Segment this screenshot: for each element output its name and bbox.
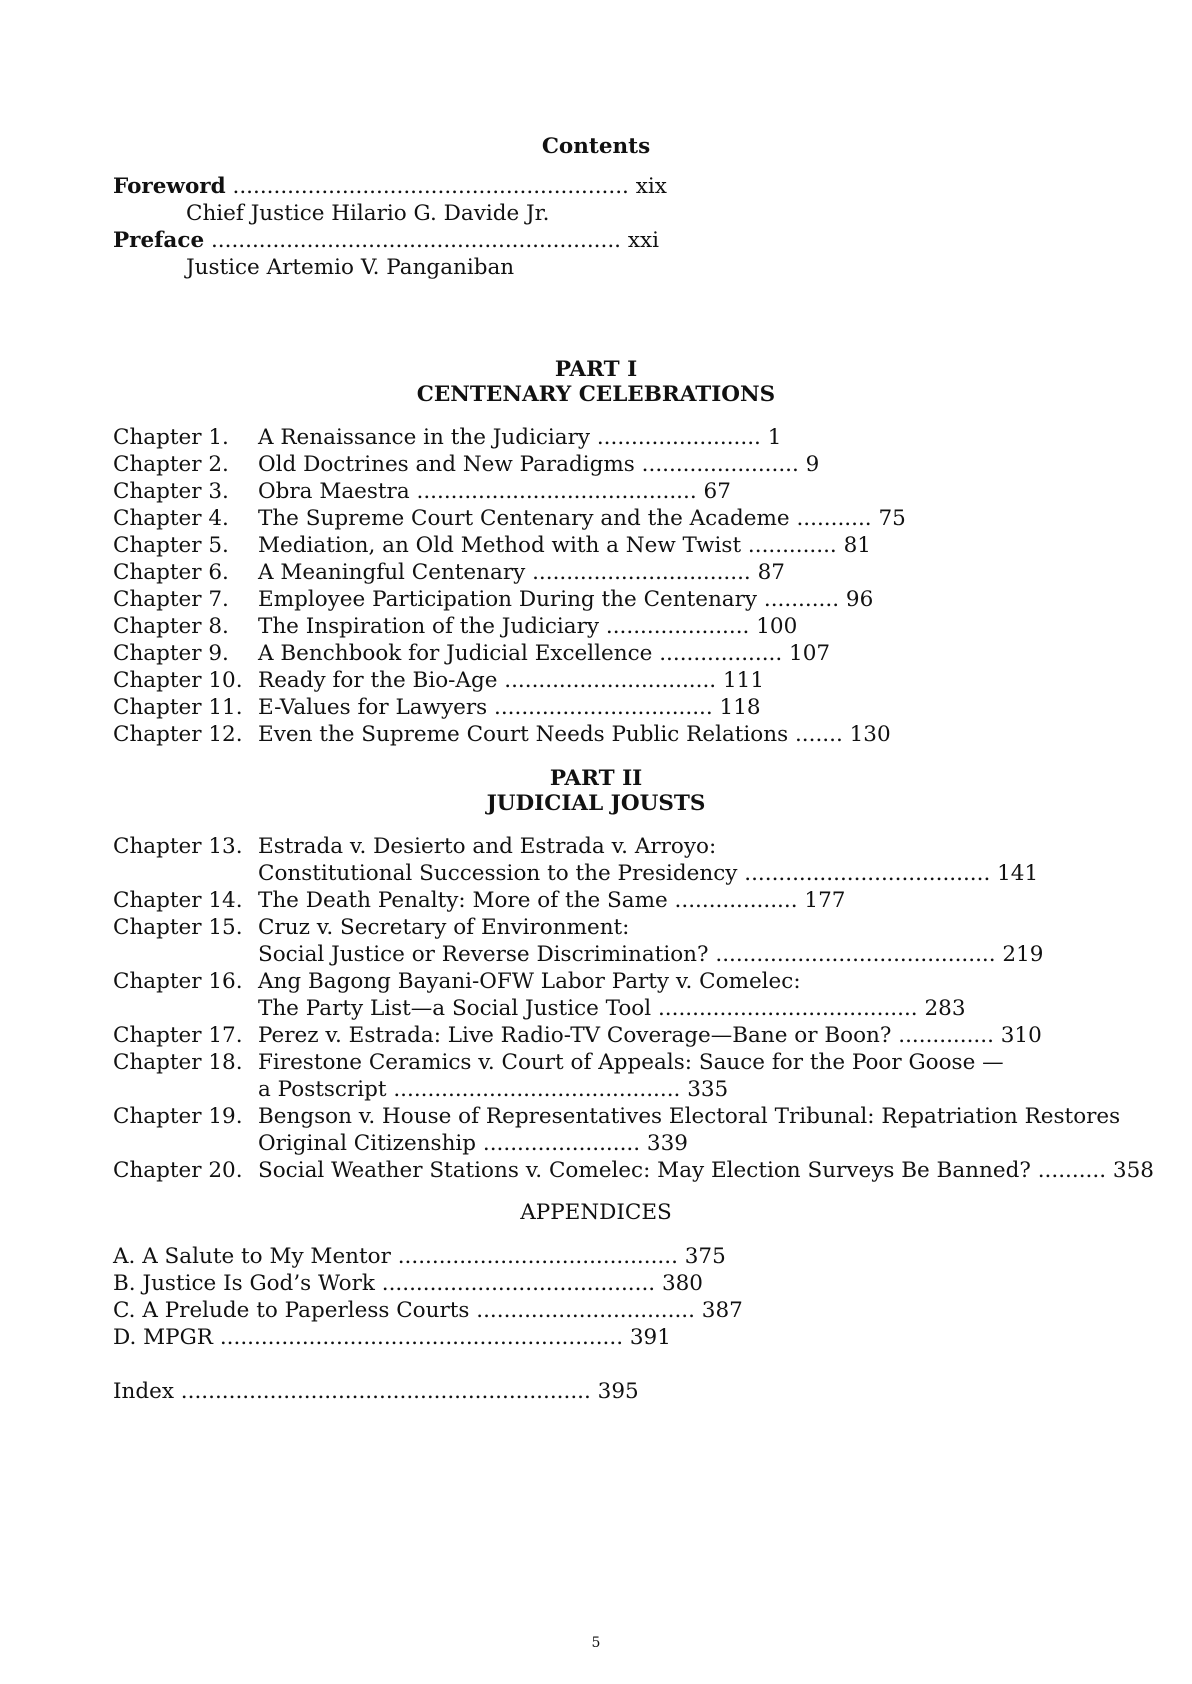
- chapter-title-continued: The Party List—a Social Justice Tool ...................................... 283: [258, 996, 966, 1021]
- appendix-item: D. MPGR ........................................................... 391: [113, 1325, 671, 1350]
- chapter-title: Mediation, an Old Method with a New Twist ............. 81: [258, 533, 871, 558]
- chapter-number: Chapter 16.: [113, 969, 243, 994]
- foreword-author: Chief Justice Hilario G. Davide Jr.: [186, 201, 550, 226]
- appendix-item: A. A Salute to My Mentor ......................................... 375: [113, 1244, 726, 1269]
- chapter-title-continued: Social Justice or Reverse Discrimination? ......................................... 219: [258, 942, 1044, 967]
- chapter-title: Bengson v. House of Representatives Electoral Tribunal: Repatriation Restores: [258, 1104, 1121, 1129]
- chapter-title-continued: Constitutional Succession to the Presidency .................................... 141: [258, 861, 1039, 886]
- chapter-number: Chapter 18.: [113, 1050, 243, 1075]
- chapter-number: Chapter 4.: [113, 506, 229, 531]
- chapter-title: A Meaningful Centenary ................................ 87: [258, 560, 785, 585]
- part2-number: PART II: [549, 766, 643, 791]
- chapter-title: Estrada v. Desierto and Estrada v. Arroyo:: [258, 834, 717, 859]
- chapter-title: Perez v. Estrada: Live Radio-TV Coverage—Bane or Boon? .............. 310: [258, 1023, 1042, 1048]
- contents-heading: Contents: [541, 134, 651, 159]
- foreword-label: Foreword: [113, 174, 226, 199]
- chapter-title-continued: Original Citizenship ....................... 339: [258, 1131, 688, 1156]
- part2-name: JUDICIAL JOUSTS: [486, 791, 706, 816]
- chapter-title: The Inspiration of the Judiciary ..................... 100: [258, 614, 798, 639]
- chapter-number: Chapter 8.: [113, 614, 229, 639]
- chapter-number: Chapter 19.: [113, 1104, 243, 1129]
- chapter-title: The Supreme Court Centenary and the Academe ........... 75: [258, 506, 906, 531]
- preface-entry: [113, 227, 659, 254]
- chapter-number: Chapter 14.: [113, 888, 243, 913]
- chapter-number: Chapter 2.: [113, 452, 229, 477]
- index-entry: Index ............................................................ 395: [113, 1379, 639, 1404]
- appendices-heading: APPENDICES: [520, 1200, 672, 1225]
- chapter-title-continued: a Postscript .......................................... 335: [258, 1077, 729, 1102]
- chapter-number: Chapter 1.: [113, 425, 229, 450]
- chapter-number: Chapter 20.: [113, 1158, 243, 1183]
- chapter-number: Chapter 11.: [113, 695, 243, 720]
- chapter-title: Obra Maestra ......................................... 67: [258, 479, 731, 504]
- chapter-title: Ang Bagong Bayani-OFW Labor Party v. Comelec:: [258, 969, 801, 994]
- chapter-number: Chapter 17.: [113, 1023, 243, 1048]
- chapter-title: Employee Participation During the Centenary ........... 96: [258, 587, 874, 612]
- appendix-item: B. Justice Is God’s Work ........................................ 380: [113, 1271, 703, 1296]
- chapter-number: Chapter 12.: [113, 722, 243, 747]
- chapter-number: Chapter 7.: [113, 587, 229, 612]
- chapter-title: Cruz v. Secretary of Environment:: [258, 915, 630, 940]
- chapter-title: Firestone Ceramics v. Court of Appeals: Sauce for the Poor Goose —: [258, 1050, 1004, 1075]
- preface-label: Preface: [113, 228, 205, 253]
- chapter-number: Chapter 13.: [113, 834, 243, 859]
- chapter-number: Chapter 9.: [113, 641, 229, 666]
- chapter-title: Even the Supreme Court Needs Public Relations ....... 130: [258, 722, 891, 747]
- part1-name: CENTENARY CELEBRATIONS: [416, 382, 776, 407]
- chapter-title: E-Values for Lawyers ................................ 118: [258, 695, 761, 720]
- chapter-number: Chapter 3.: [113, 479, 229, 504]
- preface-leader: ............................................................ xxi: [204, 228, 659, 253]
- foreword-entry: [113, 173, 667, 200]
- chapter-number: Chapter 5.: [113, 533, 229, 558]
- preface-author: Justice Artemio V. Panganiban: [186, 255, 515, 280]
- part1-number: PART I: [554, 357, 638, 382]
- chapter-number: Chapter 6.: [113, 560, 229, 585]
- chapter-title: Ready for the Bio-Age ............................... 111: [258, 668, 764, 693]
- appendix-item: C. A Prelude to Paperless Courts ................................ 387: [113, 1298, 743, 1323]
- chapter-title: Old Doctrines and New Paradigms ....................... 9: [258, 452, 820, 477]
- chapter-title: A Benchbook for Judicial Excellence .................. 107: [258, 641, 831, 666]
- chapter-title: Social Weather Stations v. Comelec: May Election Surveys Be Banned? .......... 358: [258, 1158, 1154, 1183]
- chapter-title: A Renaissance in the Judiciary ........................ 1: [258, 425, 782, 450]
- chapter-number: Chapter 10.: [113, 668, 243, 693]
- page-number: 5: [591, 1635, 601, 1651]
- chapter-number: Chapter 15.: [113, 915, 243, 940]
- foreword-leader: .......................................................... xix: [225, 174, 667, 199]
- chapter-title: The Death Penalty: More of the Same .................. 177: [258, 888, 846, 913]
